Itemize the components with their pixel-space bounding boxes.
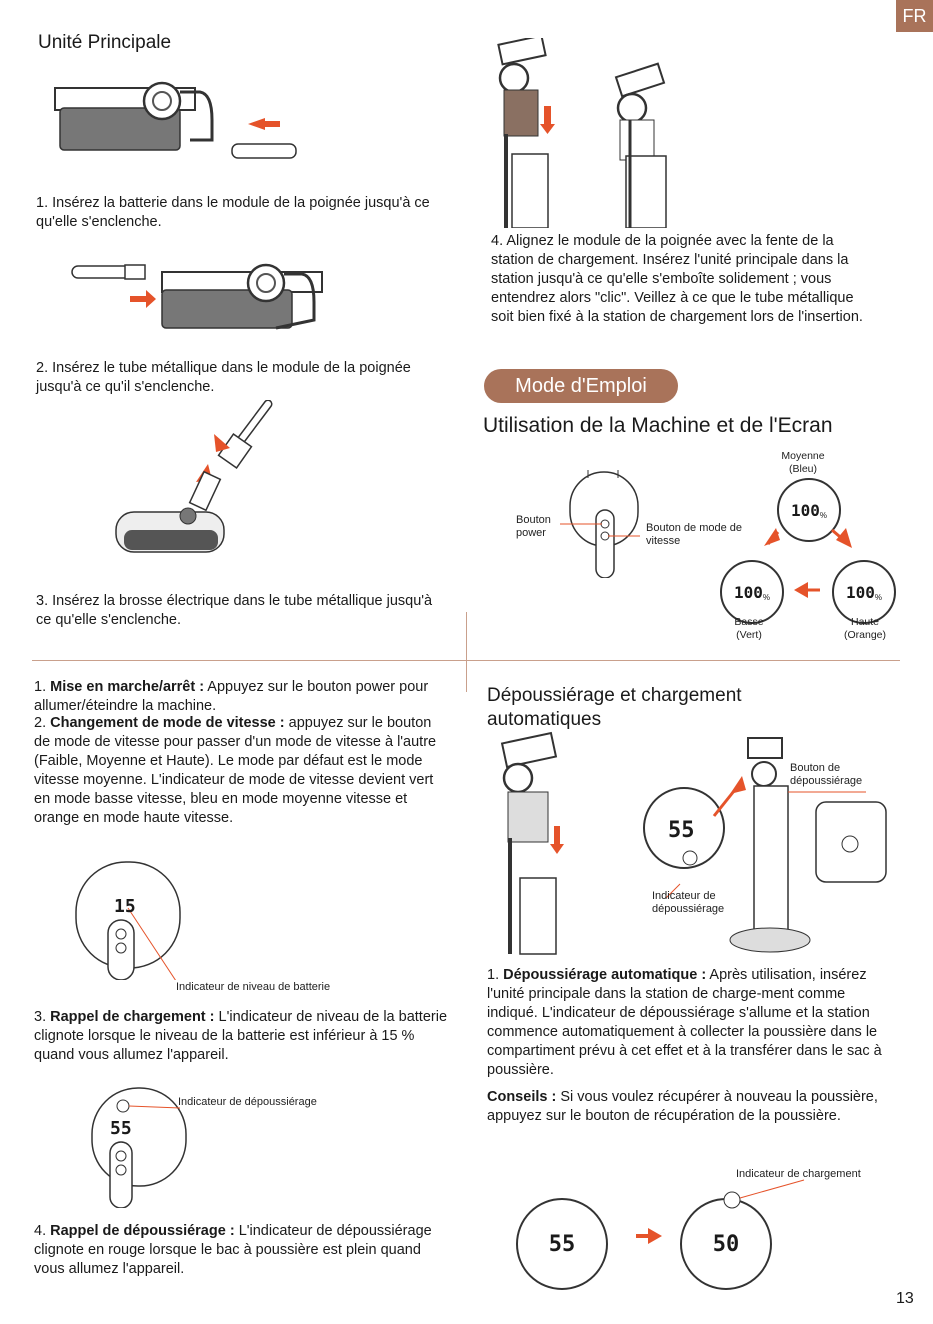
auto-screen-value: 55 bbox=[668, 818, 695, 843]
battery-insert-illustration bbox=[50, 80, 310, 160]
page-number: 13 bbox=[896, 1290, 914, 1307]
label-speed-button: Bouton de mode de vitesse bbox=[646, 522, 743, 547]
charge-screen-after: 50 bbox=[680, 1198, 772, 1290]
speed-cycle-arrows bbox=[760, 520, 860, 600]
label-auto-indicator: Indicateur de dépoussiérage bbox=[652, 890, 725, 915]
label-battery-indicator: Indicateur de niveau de batterie bbox=[176, 981, 331, 993]
label-charge-indicator: Indicateur de chargement bbox=[736, 1168, 861, 1180]
auto-tips: Conseils : Si vous voulez récupérer à nouveau la poussière, appuyez sur le bouton de récupération de la poussière. bbox=[487, 1089, 878, 1124]
mode-emploi-pill: Mode d'Emploi bbox=[484, 369, 678, 403]
section-title-auto: Dépoussiérage et chargement automatiques bbox=[487, 685, 742, 730]
instruction-2: 2. Changement de mode de vitesse : appuyez sur le bouton de mode de vitesse pour passer d'un mode de vitesse à l'autre (Faible, Moyenne et Haute). Le mode par défaut est le mode vitesse moyenne. L'indicateur de mode de vitesse devient vert en mode basse vitesse, bleu en mode moyenne vitesse et orange en mode haute vitesse. bbox=[34, 715, 437, 826]
screen-moyenne: 100 % bbox=[777, 478, 841, 542]
instruction-4: 4. Rappel de dépoussiérage : L'indicateur de dépoussiérage clignote en rouge lorsque le bac à poussière est plein quand vous allumez l'appareil. bbox=[34, 1223, 432, 1277]
auto-instruction-1: 1. Dépoussiérage automatique : Après utilisation, insérez l'unité principale dans la station de charge-ment comme indiqué. L'indicateur de dépoussiérage s'allume et la station commence automatiquement à collecter la poussière dans le compartiment prévu à cet effet et à la transférer dans le sac à poussière. bbox=[487, 967, 882, 1078]
dust-screen-diagram bbox=[90, 1086, 190, 1208]
screen-basse: 100 % bbox=[720, 560, 784, 624]
tube-insert-illustration bbox=[70, 258, 335, 338]
label-moyenne: Moyenne (Bleu) bbox=[781, 450, 825, 475]
label-basse: Basse (Vert) bbox=[734, 616, 764, 641]
instruction-3: 3. Rappel de chargement : L'indicateur de niveau de la batterie clignote lorsque le niveau de la batterie est inférieur à 15 % quand vous allumez l'appareil. bbox=[34, 1009, 448, 1063]
dock-insert-illustration bbox=[492, 38, 692, 228]
horizontal-divider bbox=[32, 660, 900, 661]
label-power-button: Bouton power bbox=[516, 514, 551, 539]
label-haute: Haute (Orange) bbox=[843, 616, 886, 641]
label-dust-indicator: Indicateur de dépoussiérage bbox=[178, 1096, 317, 1108]
step-2-text: 2. Insérez le tube métallique dans le module de la poignée jusqu'à ce qu'il s'enclenche. bbox=[36, 360, 411, 395]
screen-haute: 100 % bbox=[832, 560, 896, 624]
instruction-1: 1. Mise en marche/arrêt : Appuyez sur le bouton power pour allumer/éteindre la machine. bbox=[34, 679, 429, 714]
charge-screen-before: 55 bbox=[516, 1198, 608, 1290]
section-title-utilisation: Utilisation de la Machine et de l'Ecran bbox=[483, 414, 833, 437]
label-dust-button: Bouton de dépoussiérage bbox=[790, 762, 863, 787]
vertical-divider bbox=[466, 612, 467, 692]
dust-level-value: 55 bbox=[110, 1118, 132, 1139]
step-3-text: 3. Insérez la brosse électrique dans le tube métallique jusqu'à ce qu'elle s'enclenche. bbox=[36, 593, 433, 628]
battery-screen-diagram bbox=[74, 860, 184, 980]
vacuum-screen-diagram bbox=[560, 470, 640, 578]
section-title-unite: Unité Principale bbox=[38, 32, 172, 53]
step-1-text: 1. Insérez la batterie dans le module de la poignée jusqu'à ce qu'elle s'enclenche. bbox=[36, 195, 430, 230]
battery-level-value: 15 bbox=[114, 896, 136, 917]
charge-indicator-pointer bbox=[720, 1170, 880, 1230]
step-4-text: 4. Alignez le module de la poignée avec la fente de la station de chargement. Insérez l'unité principale dans la station jusqu'à ce qu'elle s'emboîte solidement ; vous entendrez alors "clic". Veillez à ce que le tube métallique soit bien fixé à la station de chargement lors de l'insertion. bbox=[491, 233, 863, 325]
charge-arrow bbox=[636, 1228, 662, 1244]
brush-insert-illustration bbox=[110, 400, 290, 565]
language-tab: FR bbox=[896, 0, 933, 32]
